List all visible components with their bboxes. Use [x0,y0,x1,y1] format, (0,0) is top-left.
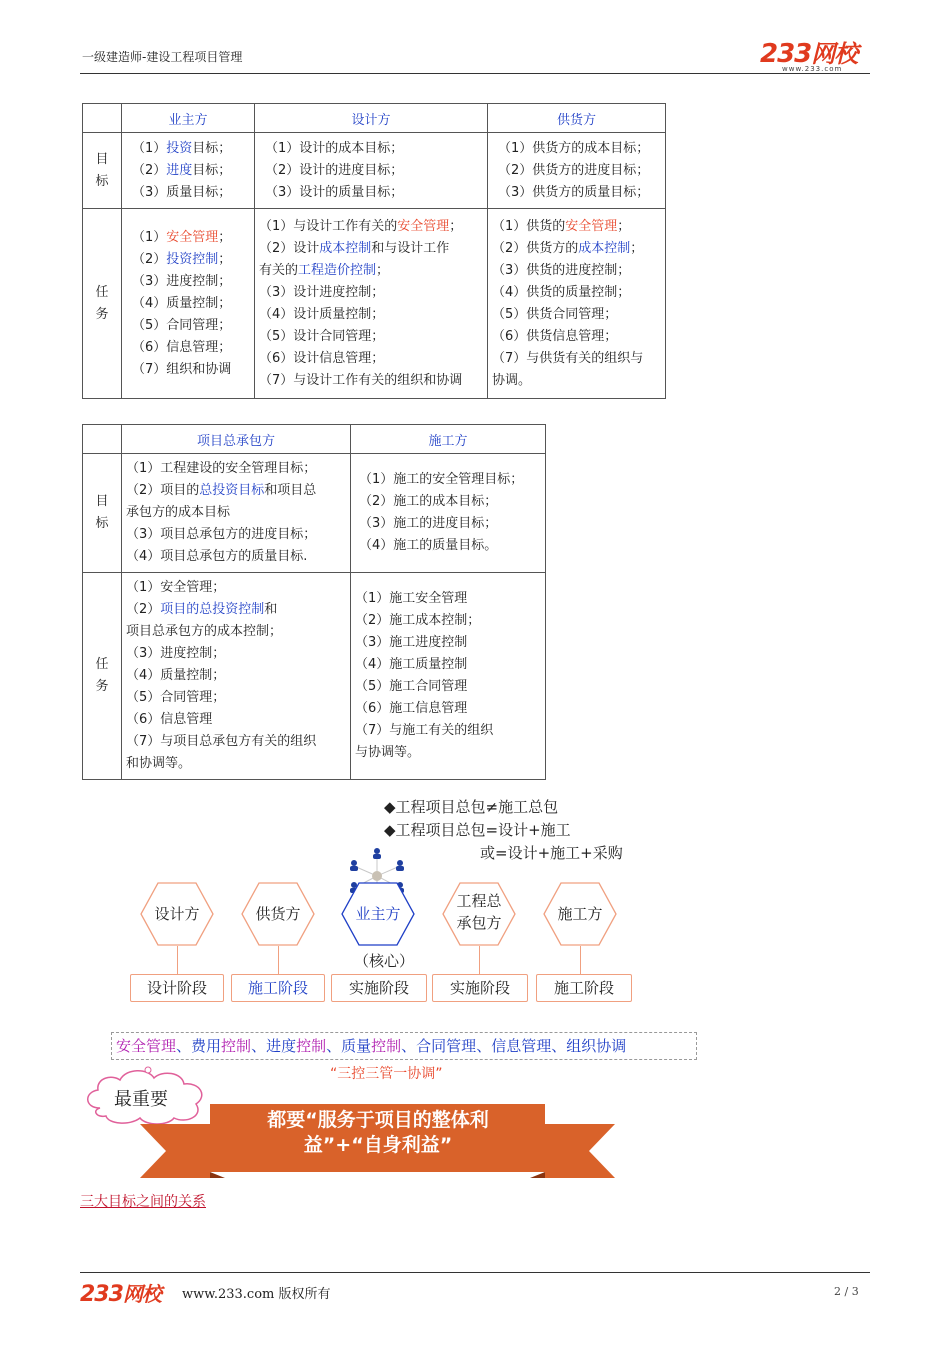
cell-construction-tasks [351,573,546,780]
task-line: （3）施工进度控制 [355,635,468,650]
task-segment: 信息管理 [491,1037,552,1055]
task-segment: 控制 [221,1037,252,1055]
goal-line: （3）施工的进度目标； [359,516,498,531]
task-line: 与协调等。 [355,745,421,760]
task-segment: 费用 [191,1037,222,1055]
th-design: 设计方 [255,104,488,133]
footer-rule [80,1272,870,1273]
task-line: 协调。 [492,372,532,388]
task-line: （7）与项目总承包方有关的组织 [126,734,317,749]
task-segment: 、 [176,1037,192,1055]
goal-line: （1）投资目标； [132,140,232,156]
row-head-task: 任 务 [83,209,122,399]
task-segment: 、 [251,1037,267,1055]
cell-supply-tasks: （1）供货的安全管理； （2）供货方的成本控制； （3）供货的进度控制； （4）供货的质量控制； （5）供货合同管理； （6）供货信息管理； （7）与供货有关的组织与 协调。 [488,209,666,399]
task-segment: 安全管理 [116,1037,177,1055]
diagram-notes [384,796,623,865]
th-owner: 业主方 [122,104,255,133]
note-2: ◆工程项目总包=设计+施工 [384,821,571,839]
goal-line: （1）施工的安全管理目标； [359,472,524,487]
hexagon-node [442,882,516,946]
hexagon-label: 工程总 承包方 [456,892,502,932]
slogan: “三控三管一协调” [330,1066,443,1082]
table-roles-1 [82,103,666,399]
task-line: （2）投资控制； [132,251,232,267]
task-line: （6）供货信息管理； [492,328,618,344]
cell-epc-tasks: （1）安全管理； （2）项目的总投资控制和 项目总承包方的成本控制； （3）进度控制； （4）质量控制； （5）合同管理； （6）信息管理 （7）与项目总承包方有关的组织 和协调等。 [122,573,351,780]
task-line: （7）组织和协调 [132,361,232,377]
task-line: （6）信息管理 [126,712,213,727]
task-line: （1）安全管理； [132,229,232,245]
row-head-goal-2: 目 标 [83,454,122,573]
task-line: （1）施工安全管理 [355,591,468,606]
task-line: （3）进度控制； [126,646,226,661]
task-line: （3）进度控制； [132,273,232,289]
task-segment: 、 [326,1037,342,1055]
hexagon-node [543,882,617,946]
cell-owner-goals [122,133,255,209]
cell-construction-goals [351,454,546,573]
task-line: （4）供货的质量控制； [492,284,631,300]
task-line: （5）设计合同管理； [259,328,385,344]
hexagon-label: 设计方 [154,905,200,923]
th-supply: 供货方 [488,104,666,133]
task-segment: 、 [401,1037,417,1055]
header-logo: 233网校 www.233.com [760,39,858,73]
stage-label: 实施阶段 [331,974,427,1002]
task-segment: 组织协调 [566,1037,627,1055]
footer-logo: 233网校 [80,1282,161,1307]
note-3: 或=设计+施工+采购 [480,844,623,862]
goal-line: （2）供货方的进度目标； [498,162,650,178]
task-line: （7）与设计工作有关的组织和协调 [259,372,463,388]
task-line: （3）设计进度控制； [259,284,385,300]
task-line: （7）与供货有关的组织与 [492,350,644,366]
stage-label: 设计阶段 [130,974,224,1002]
hexagon-node [341,882,415,946]
task-segment: 、 [476,1037,492,1055]
task-line: （3）供货的进度控制； [492,262,631,278]
goal-line: （3）供货方的质量目标； [498,184,650,200]
stage-label: 施工阶段 [231,974,325,1002]
hexagon-label: 施工方 [557,905,603,923]
cell-owner-tasks [122,209,255,399]
hexagon-label: 业主方 [355,905,401,923]
connector-line [278,946,279,974]
task-line: （4）质量控制； [126,668,226,683]
banner-text: 都要“服务于项目的整体利 益”+“自身利益” [267,1109,489,1156]
row-head-task-2: 任 务 [83,573,122,780]
page-number: 2 / 3 [834,1285,859,1298]
cell-epc-goals: （1）工程建设的安全管理目标； （2）项目的总投资目标和项目总 承包方的成本目标 （3）项目总承包方的进度目标； （4）项目总承包方的质量目标. [122,454,351,573]
header-rule [80,73,870,74]
task-segment: 、 [551,1037,567,1055]
th-construction: 施工方 [351,425,546,454]
task-line: （7）与施工有关的组织 [355,723,494,738]
connector-line [177,946,178,974]
cell-design-tasks: （1）与设计工作有关的安全管理； （2）设计成本控制和与设计工作 有关的工程造价控制； （3）设计进度控制； （4）设计质量控制； （5）设计合同管理； （6）设计信息管理； （7）与设计工作有关的组织和协调 [255,209,488,399]
document-title: 一级建造师-建设工程项目管理 [82,50,243,64]
task-line: （5）合同管理； [132,317,232,333]
task-line: （5）供货合同管理； [492,306,618,322]
cloud-label: 最重要 [114,1089,168,1110]
task-line: （5）合同管理； [126,690,226,705]
goal-line: （2）设计的进度目标； [265,162,404,178]
stage-label: 施工阶段 [536,974,632,1002]
hexagon-label: 供货方 [255,905,301,923]
task-line: （5）施工合同管理 [355,679,468,694]
task-line: （6）信息管理； [132,339,232,355]
goal-line: （3）设计的质量目标； [265,184,404,200]
relationship-link[interactable]: 三大目标之间的关系 [80,1194,206,1210]
th-epc: 项目总承包方 [122,425,351,454]
connector-line [479,946,480,974]
note-1: ◆工程项目总包≠施工总包 [384,798,559,816]
footer-copyright: www.233.com 版权所有 [182,1287,331,1302]
task-segment: 合同管理 [416,1037,477,1055]
stage-label: 实施阶段 [432,974,528,1002]
goal-line: （4）施工的质量目标。 [359,538,498,553]
goal-line: （2）进度目标； [132,162,232,178]
core-label: （核心） [354,952,415,970]
goal-line: （1）供货方的成本目标； [498,140,650,156]
goal-line: （2）施工的成本目标； [359,494,498,509]
goal-line: （1）设计的成本目标； [265,140,404,156]
goal-line: （3）质量目标； [132,184,232,200]
task-segment: 质量 [341,1037,372,1055]
task-segment: 控制 [296,1037,327,1055]
task-segment: 进度 [266,1037,297,1055]
task-line: （4）施工质量控制 [355,657,468,672]
task-line: （6）设计信息管理； [259,350,385,366]
table-roles-2 [82,424,546,780]
hexagon-node [241,882,315,946]
hexagon-node [140,882,214,946]
cell-supply-goals [488,133,666,209]
management-tasks-bar [111,1032,697,1060]
connector-line [580,946,581,974]
task-line: （4）质量控制； [132,295,232,311]
task-line: （6）施工信息管理 [355,701,468,716]
task-segment: 控制 [371,1037,402,1055]
task-line: （2）施工成本控制； [355,613,481,628]
row-head-goal: 目 标 [83,133,122,209]
task-line: （4）设计质量控制； [259,306,385,322]
task-line: 和协调等。 [126,756,192,771]
cell-design-goals [255,133,488,209]
